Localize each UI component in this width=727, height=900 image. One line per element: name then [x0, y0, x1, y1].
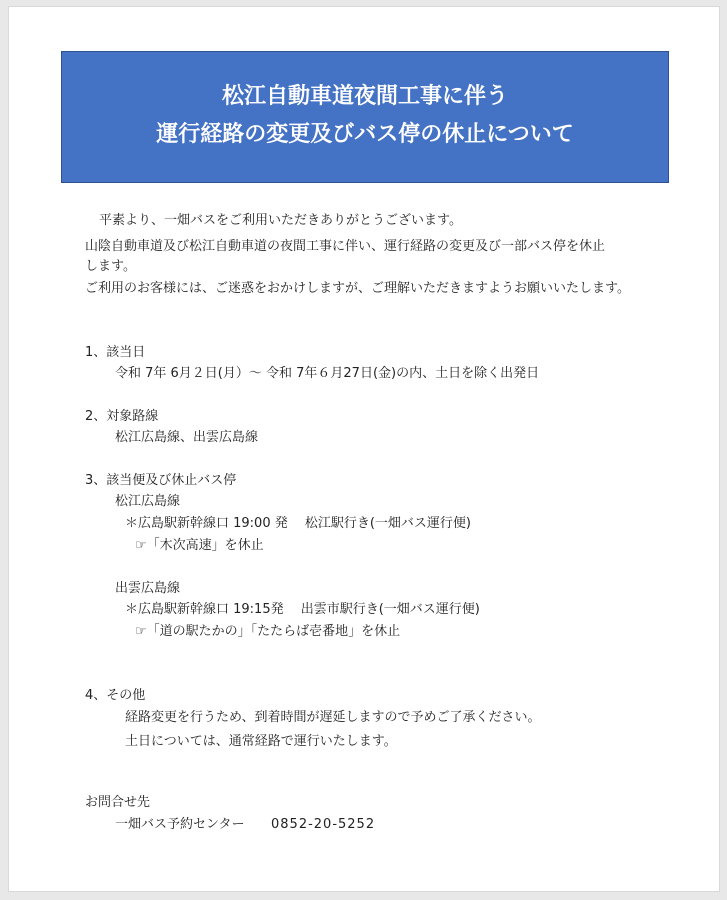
matsue-trip: ＊広島駅新幹線口 19:00 発 松江駅行き(一畑バス運行便) [125, 516, 472, 531]
contact-heading: お問合せ先 [85, 795, 151, 810]
section-date-text: 令和 7年 6月２日(月）～ 令和 7年６月27日(金)の内、土日を除く出発日 [115, 366, 540, 381]
title-line-1: 松江自動車道夜間工事に伴う [221, 84, 508, 109]
intro-line-3: します。 [85, 259, 136, 274]
intro-line-4: ご利用のお客様には、ご迷惑をおかけしますが、ご理解いただきますようお願いいたします。 [85, 281, 630, 296]
section-other-heading: 4、その他 [85, 688, 146, 703]
intro-line-1: 平素より、一畑バスをご利用いただきありがとうございます。 [99, 213, 462, 228]
title-line-2: 運行経路の変更及びバス停の休止について [156, 122, 574, 147]
section-date-heading: 1、該当日 [85, 345, 146, 360]
izumo-closure: ☞「道の駅たかの」「たたらば壱番地」を休止 [135, 624, 401, 639]
izumo-trip: ＊広島駅新幹線口 19:15発 出雲市駅行き(一畑バス運行便) [125, 602, 480, 617]
section-other-line-2: 土日については、通常経路で運行いたします。 [125, 734, 397, 749]
section-other-line-1: 経路変更を行うため、到着時間が遅延しますので予めご了承ください。 [125, 710, 541, 725]
matsue-line-name: 松江広島線 [115, 494, 181, 509]
section-stops-heading: 3、該当便及び休止バス停 [85, 473, 237, 488]
intro-line-2: 山陰自動車道及び松江自動車道の夜間工事に伴い、運行経路の変更及び一部バス停を休止 [85, 239, 606, 254]
izumo-line-name: 出雲広島線 [115, 581, 181, 596]
matsue-closure: ☞「木次高速」を休止 [135, 538, 264, 553]
contact-name: 一畑バス予約センター [115, 817, 245, 832]
title-banner [61, 51, 669, 183]
document-page [8, 6, 720, 892]
contact-phone: 0852-20-5252 [271, 817, 376, 832]
section-routes-heading: 2、対象路線 [85, 409, 159, 424]
section-routes-text: 松江広島線、出雲広島線 [115, 430, 259, 445]
